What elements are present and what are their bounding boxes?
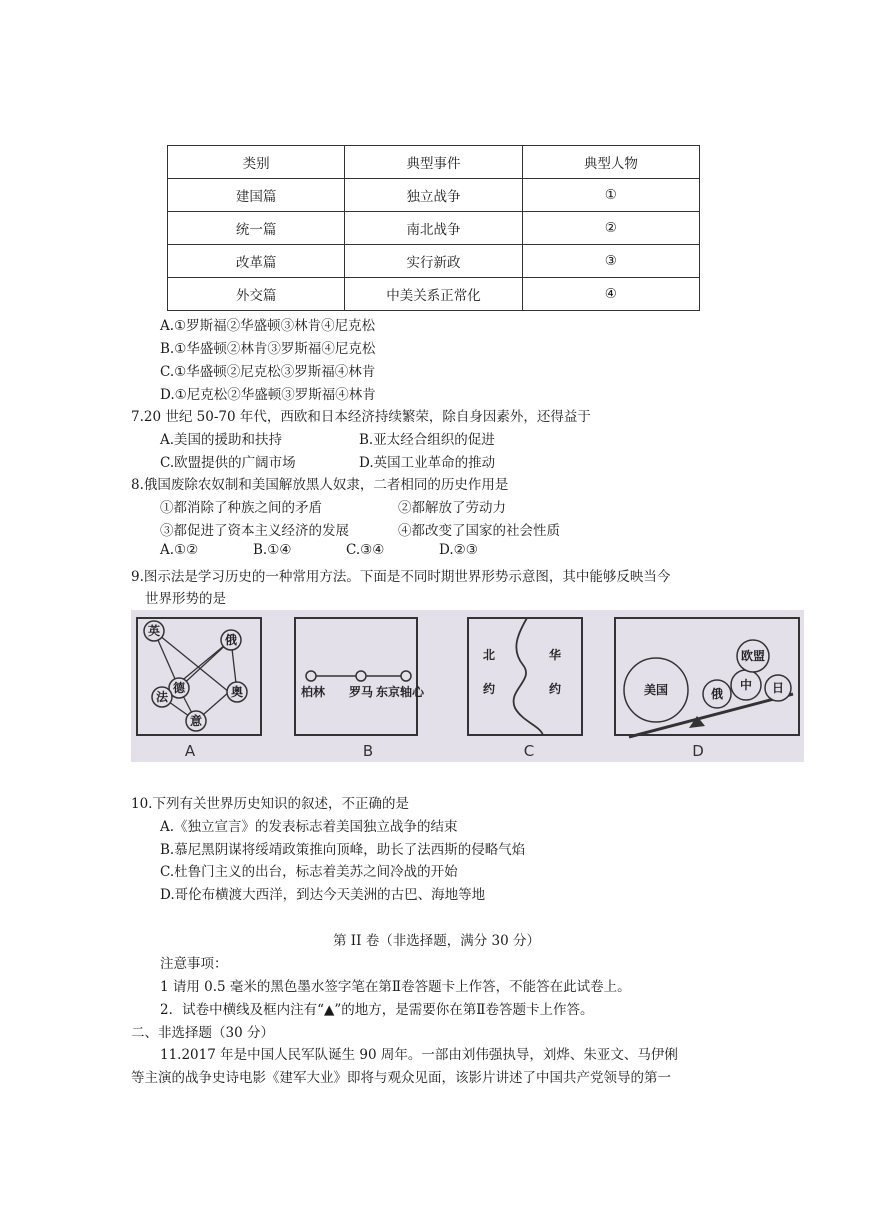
q10-option-d: D.哥伦布横渡大西洋，到达今天美洲的古巴、海地等地 [160, 887, 486, 903]
figure-panel-c [468, 618, 582, 760]
table-row [168, 212, 700, 245]
q6-option-a: A.①罗斯福②华盛顿③林肯④尼克松 [160, 318, 376, 334]
q6-option-b: B.①华盛顿②林肯③罗斯福④尼克松 [160, 341, 376, 357]
axis-label: 东京轴心 [375, 685, 425, 699]
notice-item-2: 2．试卷中横线及框内注有“▲”的地方，是需要你在第Ⅱ卷答题卡上作答。 [160, 1002, 594, 1018]
q10-option-b: B.慕尼黑阴谋将绥靖政策推向顶峰，助长了法西斯的侵略气焰 [160, 842, 526, 858]
node-label: 俄 [224, 633, 238, 647]
q10-stem: 10.下列有关世界历史知识的叙述，不正确的是 [131, 796, 409, 812]
q8-item-3: ③都促进了资本主义经济的发展 [160, 523, 349, 539]
panel-caption: A [184, 742, 196, 760]
panel-caption: C [523, 742, 535, 760]
q8-stem: 8.俄国废除农奴制和美国解放黑人奴隶，二者相同的历史作用是 [131, 477, 509, 493]
table-cell: 建国篇 [168, 179, 345, 212]
q6-option-d: D.①尼克松②华盛顿③罗斯福④林肯 [160, 387, 376, 403]
q6-option-c: C.①华盛顿②尼克松③罗斯福④林肯 [160, 364, 376, 380]
node-label: 法 [155, 690, 169, 704]
table-cell: ② [522, 212, 699, 245]
figure-panel-a [137, 618, 261, 760]
q9-stem-line1: 9.图示法是学习历史的一种常用方法。下面是不同时期世界形势示意图，其中能够反映当今 [131, 569, 671, 585]
table-cell: 外交篇 [168, 278, 345, 311]
table-header-row [168, 146, 700, 179]
q11-line2: 等主演的战争史诗电影《建军大业》即将与观众见面，该影片讲述了中国共产党领导的第一 [131, 1070, 671, 1086]
node-label: 奥 [230, 685, 244, 699]
q8-item-4: ④都改变了国家的社会性质 [398, 523, 560, 539]
figure-panel-d [615, 618, 799, 760]
q8-item-1: ①都消除了种族之间的矛盾 [160, 500, 322, 516]
table-cell: 实行新政 [345, 245, 522, 278]
table-cell: 统一篇 [168, 212, 345, 245]
panel-caption: D [692, 742, 704, 760]
q10-option-a: A.《独立宣言》的发表标志着美国独立战争的结束 [160, 819, 458, 835]
power-label: 俄 [710, 687, 724, 701]
q7-stem: 7.20 世纪 50-70 年代，西欧和日本经济持续繁荣，除自身因素外，还得益于 [131, 409, 591, 425]
axis-label: 罗马 [348, 685, 374, 699]
table-header-cell: 典型人物 [522, 146, 699, 179]
bloc-label: 约 [483, 682, 496, 696]
notice-title: 注意事项： [160, 956, 228, 972]
q8-option-b: B.①④ [253, 542, 292, 558]
bloc-label: 北 [483, 648, 496, 662]
q9-figure [131, 610, 804, 762]
table-cell: ① [522, 179, 699, 212]
q8-option-d: D.②③ [439, 542, 478, 558]
q10-option-c: C.杜鲁门主义的出台，标志着美苏之间冷战的开始 [160, 864, 458, 880]
power-label: 欧盟 [740, 649, 766, 663]
q11-line1: 11.2017 年是中国人民军队诞生 90 周年。一部由刘伟强执导，刘烨、朱亚文、马伊俐 [160, 1047, 678, 1063]
table-cell: 中美关系正常化 [345, 278, 522, 311]
q7-option-c: C.欧盟提供的广阔市场 [160, 455, 296, 471]
table-cell: 南北战争 [345, 212, 522, 245]
section-heading: 二、非选择题（30 分） [131, 1025, 274, 1041]
notice-item-1: 1 请用 0.5 毫米的黑色墨水签字笔在第Ⅱ卷答题卡上作答，不能答在此试卷上。 [160, 979, 631, 995]
q7-option-a: A.美国的援助和扶持 [160, 432, 283, 448]
q8-option-c: C.③④ [346, 542, 385, 558]
q7-option-d: D.英国工业革命的推动 [359, 455, 496, 471]
q9-stem-line2: 世界形势的是 [145, 591, 226, 607]
table-row [168, 245, 700, 278]
power-label: 美国 [643, 683, 669, 697]
table-row [168, 278, 700, 311]
part2-title: 第 II 卷（非选择题，满分 30 分） [333, 933, 541, 949]
panel-caption: B [362, 742, 374, 760]
q7-option-b: B.亚太经合组织的促进 [359, 432, 495, 448]
node-label: 英 [147, 624, 161, 638]
node-label: 意 [189, 714, 203, 728]
table-cell: 独立战争 [345, 179, 522, 212]
axis-label: 柏林 [300, 685, 326, 699]
table-header-cell: 类别 [168, 146, 345, 179]
table-cell: ③ [522, 245, 699, 278]
q8-option-a: A.①② [160, 542, 199, 558]
figure-panel-b [295, 618, 425, 760]
table-cell: ④ [522, 278, 699, 311]
power-label: 中 [739, 678, 753, 692]
q6-table [167, 145, 700, 311]
table-header-cell: 典型事件 [345, 146, 522, 179]
bloc-label: 约 [549, 682, 562, 696]
bloc-label: 华 [549, 648, 562, 662]
table-cell: 改革篇 [168, 245, 345, 278]
q8-item-2: ②都解放了劳动力 [398, 500, 506, 516]
table-row [168, 179, 700, 212]
node-label: 德 [172, 681, 186, 695]
power-label: 日 [771, 681, 785, 695]
